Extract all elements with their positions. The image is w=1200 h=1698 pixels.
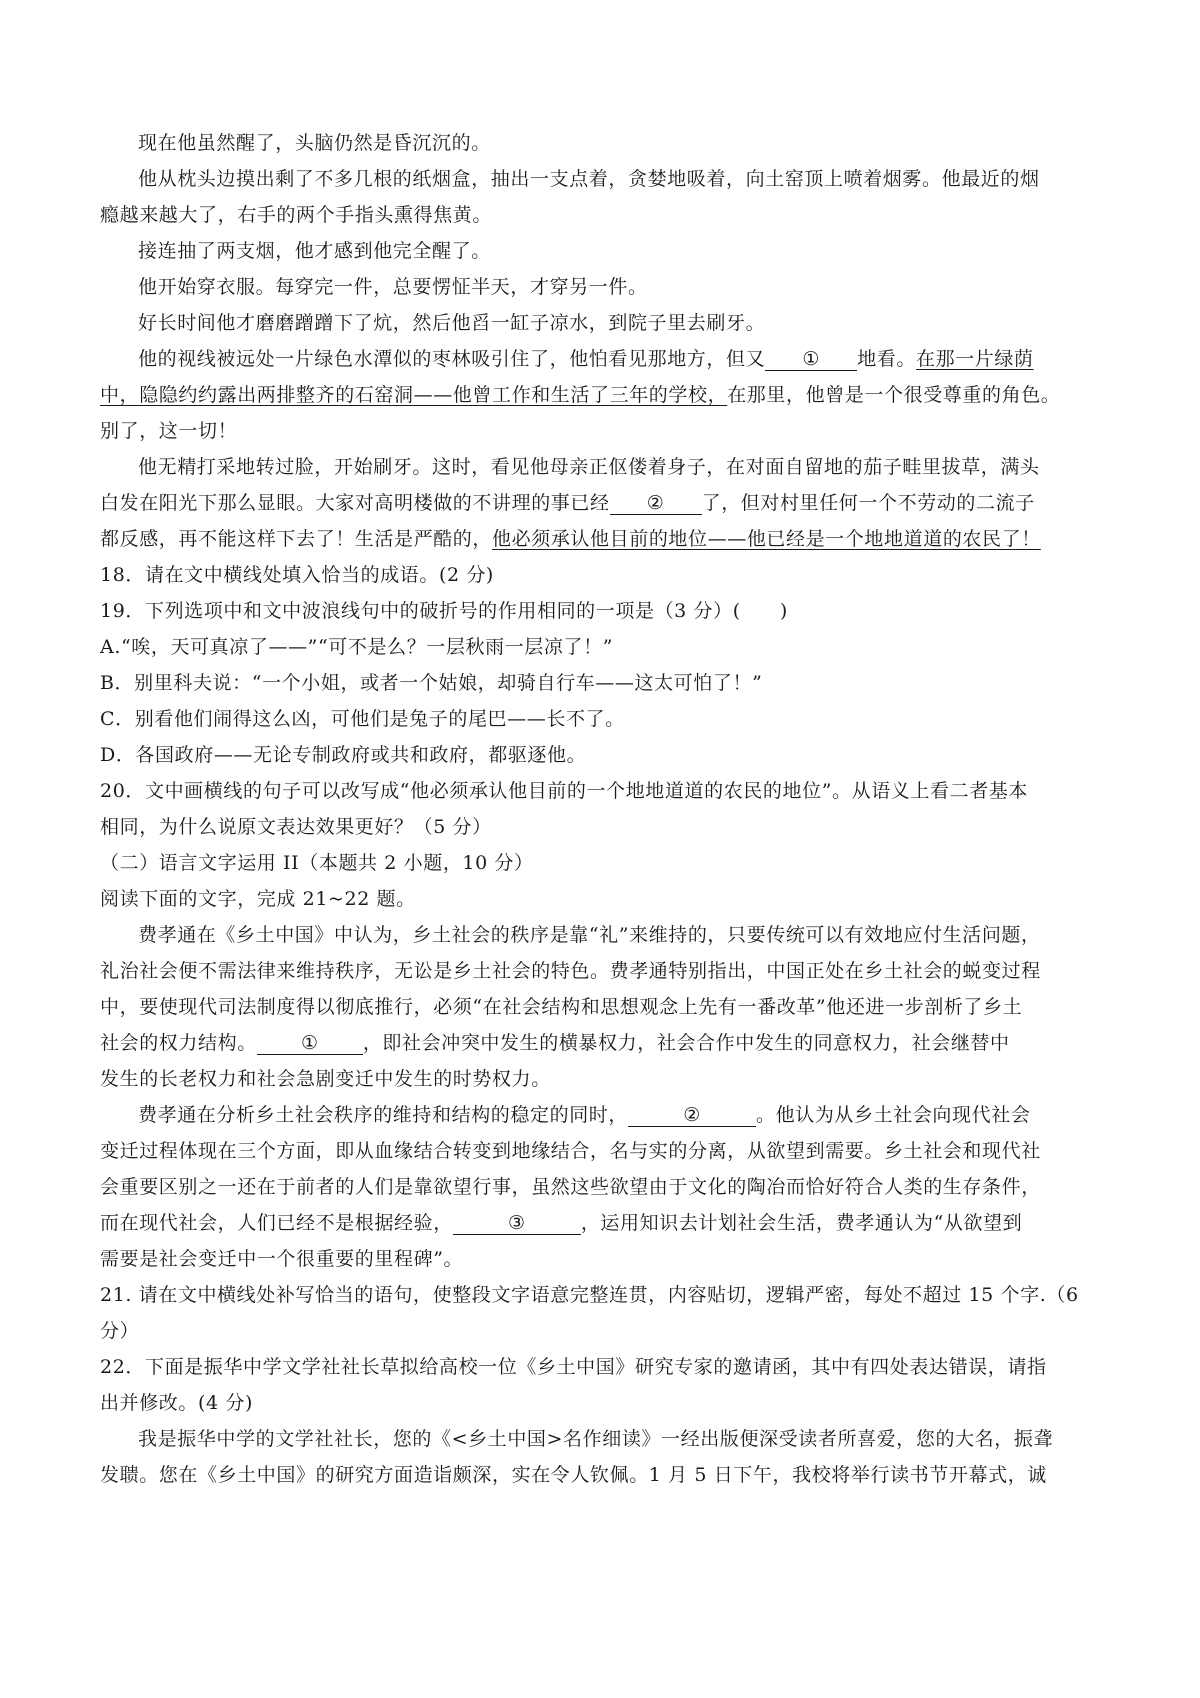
text-segment: 都反感，再不能这样下去了！生活是严酷的， bbox=[100, 528, 493, 550]
fill-blank-1: ① bbox=[765, 349, 857, 371]
paragraph-line: 变迁过程体现在三个方面，即从血缘结合转变到地缘结合，名与实的分离，从欲望到需要。乡土社会和现代社 bbox=[100, 1140, 1041, 1162]
option-b: B．别里科夫说：“一个小姐，或者一个姑娘，却骑自行车——这太可怕了！” bbox=[100, 672, 763, 694]
paragraph-line: 现在他虽然醒了，头脑仍然是昏沉沉的。 bbox=[138, 132, 491, 154]
text-segment: 。他认为从乡土社会向现代社会 bbox=[756, 1104, 1031, 1126]
paragraph-line: 他开始穿衣服。每穿完一件，总要愣怔半天，才穿另一件。 bbox=[138, 276, 648, 298]
paragraph-line bbox=[100, 1028, 1010, 1055]
text-segment: 而在现代社会，人们已经不是根据经验， bbox=[100, 1212, 453, 1234]
paragraph-line: 好长时间他才磨磨蹭蹭下了炕，然后他舀一缸子凉水，到院子里去刷牙。 bbox=[138, 312, 766, 334]
paragraph-line: 接连抽了两支烟，他才感到他完全醒了。 bbox=[138, 240, 491, 262]
paragraph-line bbox=[138, 1100, 1030, 1127]
paragraph-line bbox=[100, 488, 1035, 515]
question-21: 21. 请在文中横线处补写恰当的语句，使整段文字语意完整连贯，内容贴切，逻辑严密，每处不超过 15 个字.（6 bbox=[100, 1284, 1079, 1306]
fill-blank-s2: ② bbox=[628, 1105, 756, 1127]
fill-blank-s1: ① bbox=[257, 1033, 363, 1055]
paragraph-line: 会重要区别之一还在于前者的人们是靠欲望行事，虽然这些欲望由于文化的陶冶而恰好符合人类的生存条件， bbox=[100, 1176, 1041, 1198]
fill-blank-2: ② bbox=[610, 493, 702, 515]
question-20: 20．文中画横线的句子可以改写成“他必须承认他目前的一个地地道道的农民的地位”。从语义上看二者基本 bbox=[100, 780, 1029, 802]
paragraph-line: 费孝通在《乡土中国》中认为，乡土社会的秩序是靠“礼”来维持的，只要传统可以有效地应付生活问题， bbox=[138, 924, 1041, 946]
option-d: D．各国政府——无论专制政府或共和政府，都驱逐他。 bbox=[100, 744, 587, 766]
section-heading: （二）语言文字运用 II（本题共 2 小题，10 分） bbox=[100, 852, 534, 874]
paragraph-line: 需要是社会变迁中一个很重要的里程碑”。 bbox=[100, 1248, 464, 1270]
text-segment: 白发在阳光下那么显眼。大家对高明楼做的不讲理的事已经 bbox=[100, 492, 610, 514]
question-18: 18．请在文中横线处填入恰当的成语。(2 分) bbox=[100, 564, 494, 586]
paragraph-line: 别了，这一切！ bbox=[100, 420, 238, 442]
option-c: C．别看他们闹得这么凶，可他们是兔子的尾巴——长不了。 bbox=[100, 708, 625, 730]
question-22: 22．下面是振华中学文学社社长草拟给高校一位《乡土中国》研究专家的邀请函，其中有四处表达错误，请指 bbox=[100, 1356, 1047, 1378]
text-segment: 了，但对村里任何一个不劳动的二流子 bbox=[701, 492, 1035, 514]
underlined-sentence: 中，隐隐约约露出两排整齐的石窑洞——他曾工作和生活了三年的学校， bbox=[100, 384, 728, 406]
text-segment: 在那里，他曾是一个很受尊重的角色。 bbox=[727, 384, 1061, 406]
paragraph-line: 他无精打采地转过脸，开始刷牙。这时，看见他母亲正伛偻着身子，在对面自留地的茄子畦里拔草，满头 bbox=[138, 456, 1040, 478]
paragraph-line bbox=[100, 380, 1060, 407]
text-segment: 费孝通在分析乡土社会秩序的维持和结构的稳定的同时， bbox=[138, 1104, 629, 1126]
paragraph-line: 中，要使现代司法制度得以彻底推行，必须“在社会结构和思想观念上先有一番改革”他还进一步剖析了乡土 bbox=[100, 996, 1023, 1018]
question-20-cont: 相同，为什么说原文表达效果更好？（5 分） bbox=[100, 816, 492, 838]
text-segment: 他的视线被远处一片绿色水潭似的枣林吸引住了，他怕看见那地方，但又 bbox=[138, 348, 766, 370]
paragraph-line bbox=[138, 344, 1034, 371]
paragraph-line bbox=[100, 524, 1041, 551]
text-segment: 社会的权力结构。 bbox=[100, 1032, 257, 1054]
question-21-cont: 分） bbox=[100, 1320, 140, 1342]
paragraph-line: 他从枕头边摸出剩了不多几根的纸烟盒，抽出一支点着，贪婪地吸着，向土窑顶上喷着烟雾。他最近的烟 bbox=[138, 168, 1040, 190]
paragraph-line bbox=[100, 1208, 1022, 1235]
section-instruction: 阅读下面的文字，完成 21~22 题。 bbox=[100, 888, 416, 910]
paragraph-line: 礼治社会便不需法律来维持秩序，无讼是乡土社会的特色。费孝通特别指出，中国正处在乡土社会的蜕变过程 bbox=[100, 960, 1041, 982]
letter-line: 发聩。您在《乡土中国》的研究方面造诣颇深，实在令人钦佩。1 月 5 日下午，我校将举行读书节开幕式，诚 bbox=[100, 1464, 1047, 1486]
option-a: A.“唉，天可真凉了——”“可不是么？一层秋雨一层凉了！” bbox=[100, 636, 614, 658]
text-segment: 地看。 bbox=[857, 348, 917, 370]
paragraph-line: 瘾越来越大了，右手的两个手指头熏得焦黄。 bbox=[100, 204, 493, 226]
underlined-sentence: 在那一片绿荫 bbox=[916, 348, 1034, 370]
underlined-sentence: 他必须承认他目前的地位——他已经是一个地地道道的农民了！ bbox=[492, 528, 1041, 550]
question-22-cont: 出并修改。(4 分) bbox=[100, 1392, 253, 1414]
text-segment: ，运用知识去计划社会生活，费孝通认为“从欲望到 bbox=[580, 1212, 1023, 1234]
paragraph-line: 发生的长老权力和社会急剧变迁中发生的时势权力。 bbox=[100, 1068, 551, 1090]
fill-blank-s3: ③ bbox=[453, 1213, 581, 1235]
letter-line: 我是振华中学的文学社社长，您的《<乡土中国>名作细读》一经出版便深受读者所喜爱，您的大名，振聋 bbox=[138, 1428, 1054, 1450]
question-19: 19．下列选项中和文中波浪线句中的破折号的作用相同的一项是（3 分）( ) bbox=[100, 600, 788, 622]
text-segment: ，即社会冲突中发生的横暴权力，社会合作中发生的同意权力，社会继替中 bbox=[362, 1032, 1010, 1054]
